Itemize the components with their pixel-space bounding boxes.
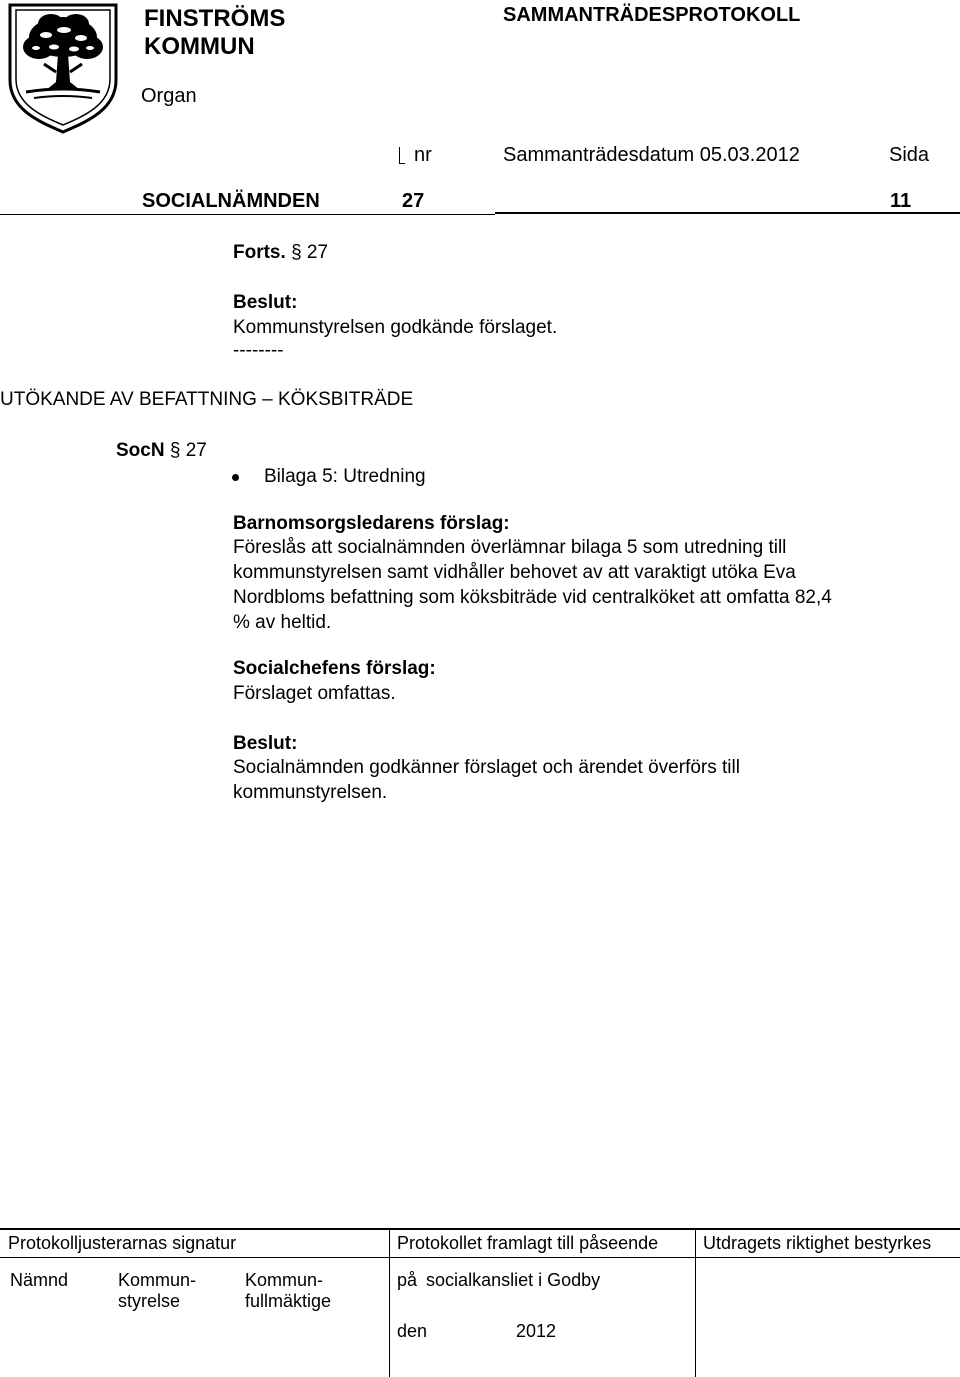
forts-line <box>233 242 328 264</box>
footer-rule-top <box>0 1228 960 1230</box>
proposal-1-label: Barnomsorgsledarens förslag: <box>233 513 510 534</box>
municipality-name-line1: FINSTRÖMS <box>144 5 286 32</box>
proposal-2-label: Socialchefens förslag: <box>233 658 436 679</box>
footer-place-value: socialkansliet i Godby <box>426 1270 601 1290</box>
header-rule-right <box>495 212 960 214</box>
beslut-label-2: Beslut: <box>233 733 298 754</box>
organ-label: Organ <box>141 85 197 107</box>
header-bracket-left-foot <box>399 163 405 164</box>
proposal-1-line: kommunstyrelsen samt vidhåller behovet av att varaktigt utöka Eva <box>233 562 796 583</box>
beslut-text-2 <box>233 755 740 805</box>
proposal-1-line: Nordbloms befattning som köksbiträde vid centralköket att omfatta 82,4 <box>233 587 832 608</box>
separator: -------- <box>233 340 284 361</box>
footer-year: 2012 <box>516 1321 557 1341</box>
socn-section-symbol: § <box>169 440 181 461</box>
beslut-label-1: Beslut: <box>233 292 298 313</box>
nr-label: nr <box>414 144 432 166</box>
page-label: Sida <box>889 144 930 166</box>
document-type: SAMMANTRÄDESPROTOKOLL <box>503 4 801 26</box>
forts-label: Forts. <box>233 242 286 263</box>
footer-den-label: den <box>397 1321 428 1341</box>
oak-tree-icon <box>6 2 120 134</box>
footer-kommunfullmaktige-line2: fullmäktige <box>245 1291 332 1311</box>
footer-place-prefix: på <box>397 1270 418 1290</box>
coat-of-arms-logo <box>6 2 120 139</box>
meeting-date-label: Sammanträdesdatum 05.03.2012 <box>503 144 800 166</box>
beslut-text-1: Kommunstyrelsen godkände förslaget. <box>233 317 558 338</box>
proposal-1-line: % av heltid. <box>233 612 332 633</box>
footer-divider-2 <box>695 1228 696 1377</box>
beslut-2-line: Socialnämnden godkänner förslaget och ärendet överförs till <box>233 757 740 778</box>
page-number: 11 <box>890 190 912 212</box>
socn-number: 27 <box>185 440 207 461</box>
section-title: UTÖKANDE AV BEFATTNING – KÖKSBITRÄDE <box>0 389 414 410</box>
footer-col1-header: Protokolljusterarnas signatur <box>8 1233 237 1253</box>
header-bracket-left <box>399 147 400 163</box>
footer-kommunstyrelse-line1: Kommun- <box>118 1270 197 1290</box>
municipality-name-line2: KOMMUN <box>144 33 255 60</box>
bullet-icon <box>232 474 239 481</box>
proposal-1-text <box>233 535 832 635</box>
socn-label: SocN <box>116 440 165 461</box>
organ-value: SOCIALNÄMNDEN <box>142 190 320 212</box>
beslut-2-line: kommunstyrelsen. <box>233 782 388 803</box>
socn-reference <box>116 440 207 462</box>
protocol-number: 27 <box>402 190 425 212</box>
footer-kommunstyrelse-line2: styrelse <box>118 1291 181 1311</box>
attachment-item: Bilaga 5: Utredning <box>264 466 426 487</box>
footer-rule-middle <box>0 1257 960 1258</box>
footer-kommunfullmaktige-line1: Kommun- <box>245 1270 324 1290</box>
proposal-2-text: Förslaget omfattas. <box>233 683 396 704</box>
footer-col3-header: Utdragets riktighet bestyrkes <box>703 1233 932 1253</box>
footer-col2-header: Protokollet framlagt till påseende <box>397 1233 659 1253</box>
proposal-1-line: Föreslås att socialnämnden överlämnar bilaga 5 som utredning till <box>233 537 787 558</box>
forts-number: 27 <box>306 242 329 263</box>
header-rule-left <box>0 214 495 215</box>
footer-namnd: Nämnd <box>10 1270 69 1290</box>
footer-divider-1 <box>389 1228 390 1377</box>
forts-section-symbol: § <box>291 242 302 263</box>
footer-place <box>397 1270 600 1291</box>
